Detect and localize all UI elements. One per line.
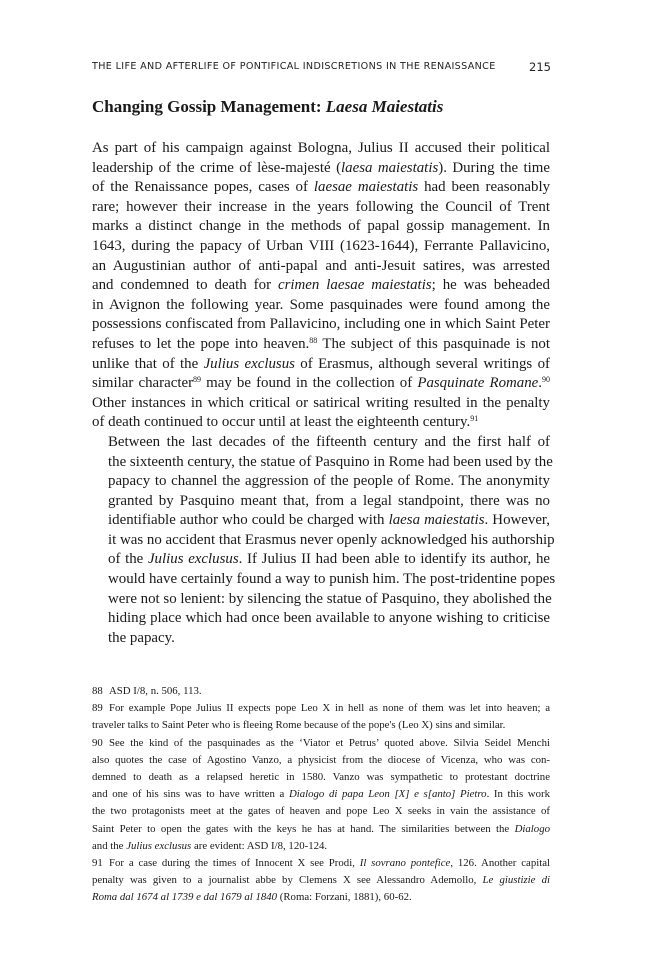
text-line: marks a distinct change in the methods of papal gossip management. In xyxy=(92,218,550,235)
footnote-ref-89[interactable]: 89 xyxy=(193,375,202,385)
footnote-number: 90 xyxy=(92,736,103,749)
text-line: of death continued to occur until at least the eighteenth century.$^{91}$ xyxy=(92,414,479,431)
section-title-italic: Laesa Maiestatis xyxy=(325,97,444,116)
section-title xyxy=(92,97,443,117)
text-line: identifiable author who could be charged with laesa maiestatis. However, xyxy=(108,512,551,529)
footnote-89: 89 For example Pope Julius II expects pope Leo X in hell as none of them was let into heaven; a traveler talks to Saint Peter who is fleeing Rome because of the pope's (Leo X) sins and similar. xyxy=(92,702,550,732)
body-text xyxy=(92,139,556,648)
footnote-number: 91 xyxy=(92,857,103,870)
text-line: hiding place which had once been available to anyone wishing to criticise xyxy=(108,610,550,627)
footnote-number: 89 xyxy=(92,702,103,715)
page-number: 215 xyxy=(529,60,551,74)
text-line: papacy to channel the aggression of the people of Rome. The anonymity xyxy=(108,473,550,490)
text-line: Between the last decades of the fifteenth century and the first half of xyxy=(108,433,550,450)
footnote-91: 91 For a case during the times of Innocent X see Prodi, Il sovrano pontefice, 126. Another capital penalty was given to a journalist abbe by Clemens X see Alessandro Ademollo, Le giustizie di Roma dal 1674 al 1739 e dal 1679 al 1840 (Roma: Forzani, 1881), 60-62. xyxy=(92,857,551,904)
text-line: 1643, during the papacy of Urban VIII (1623-1644), Ferrante Pallavicino, xyxy=(92,237,550,254)
text-line: similar character$^{89}$ may be found in the collection of Pasquinate Romane.$^{90}$ xyxy=(92,375,550,392)
text-line: would have certainly found a way to punish him. The post-tridentine popes xyxy=(108,571,556,588)
text-line: and condemned to death for crimen laesae maiestatis; he was beheaded xyxy=(92,277,550,294)
footnote-number: 88 xyxy=(92,685,103,697)
footnote-90: 90 See the kind of the pasquinades as the ‘Viator et Petrus’ quoted above. Silvia Seidel Menchi also quotes the case of Agostino Vanzo, a physicist from the diocese of Vicenza, who was con- demned to death as a relapsed heretic in 1580. Vanzo was sympathetic to protestant doctrine and one of his sins was to have written a Dialogo di papa Leon [X] e s[anto] Pietro. In this work the two protagonists meet at the gates of heaven and pope Leo X seeks in vain the assistance of Saint Peter to open the gates with the keys he has at hand. The similarities between the Dialogo and the Julius exclusus are evident: ASD I/8, 120-124. xyxy=(92,736,550,852)
running-head: THE LIFE AND AFTERLIFE OF PONTIFICAL INDISCRETIONS IN THE RENAISSANCE xyxy=(92,61,496,72)
paragraph-2 xyxy=(92,433,556,649)
text-line: leadership of the crime of lèse-majesté (laesa maiestatis). During the time xyxy=(92,159,550,176)
footnote-ref-90[interactable]: 90 xyxy=(542,375,550,385)
text-line: As part of his campaign against Bologna, Julius II accused their political xyxy=(92,140,550,156)
text-line: refuses to let the pope into heaven.$^{88}$ The subject of this pasquinade is not xyxy=(92,335,550,352)
section-title-plain: Changing Gossip Management: xyxy=(92,97,326,116)
paragraph-1 xyxy=(92,139,550,433)
text-line: the sixteenth century, the statue of Pasquino in Rome had been used by the xyxy=(108,453,553,470)
text-line: unlike that of the Julius exclusus of Erasmus, although several writings of xyxy=(92,355,550,372)
text-line: of the Renaissance popes, cases of laesae maiestatis had been reasonably xyxy=(92,179,551,196)
text-line: were not so lenient: by silencing the statue of Pasquino, they abolished the xyxy=(108,590,552,607)
text-line: it was no accident that Erasmus never openly acknowledged his authorship xyxy=(108,531,555,548)
text-line: Other instances in which critical or satirical writing resulted in the penalty xyxy=(92,394,550,411)
text-line: in Avignon the following year. Some pasquinades were found among the xyxy=(92,296,550,313)
footnote-ref-91[interactable]: 91 xyxy=(470,414,479,424)
footnote-ref-88[interactable]: 88 xyxy=(309,335,318,345)
footnotes xyxy=(92,683,550,907)
footnote-88: 88 ASD I/8, n. 506, 113. xyxy=(92,683,550,700)
text-line: rare; however their increase in the years following the Council of Trent xyxy=(92,198,550,215)
text-line: possessions confiscated from Pallavicino, including one in which Saint Peter xyxy=(92,316,550,333)
text-line: the papacy. xyxy=(108,629,175,646)
text-line: granted by Pasquino meant that, from a legal standpoint, there was no xyxy=(108,492,550,509)
text-line: of the Julius exclusus. If Julius II had been able to identify its author, he xyxy=(108,551,550,568)
text-line: an Augustinian author of anti-papal and anti-Jesuit satires, was arrested xyxy=(92,257,550,274)
